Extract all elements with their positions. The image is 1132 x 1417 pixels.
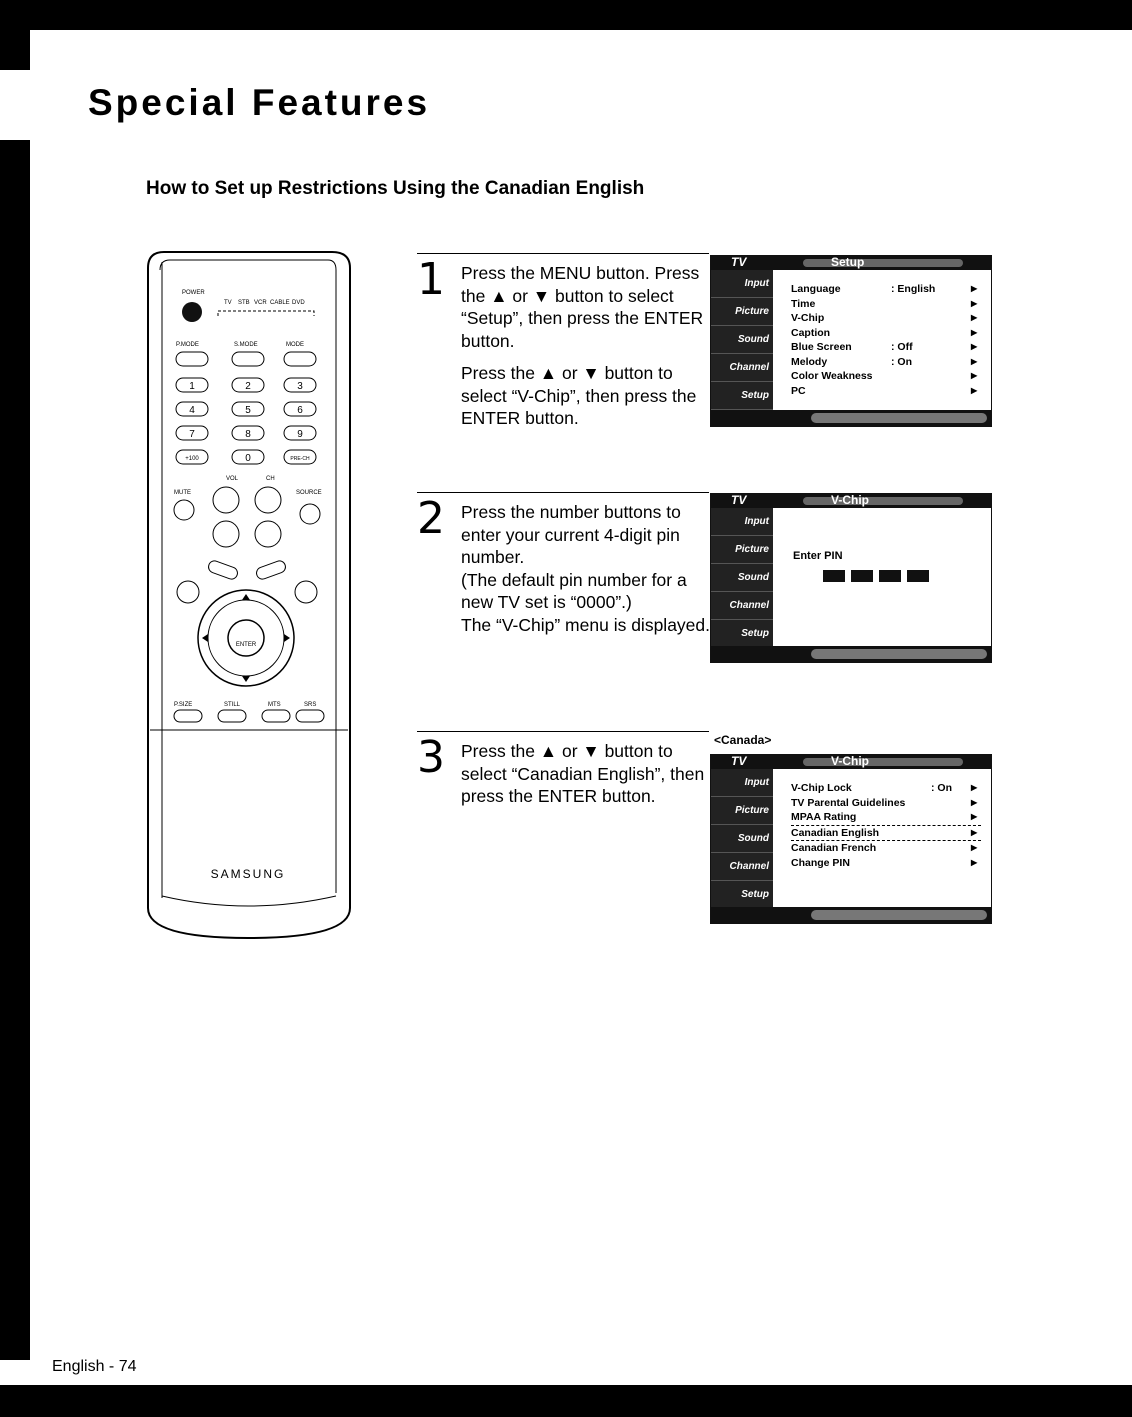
pmode-button[interactable] (176, 352, 208, 366)
step-1-number: 1 (417, 254, 445, 305)
enter-button[interactable] (228, 620, 264, 656)
setup-item-value: : Off (891, 341, 913, 353)
setup-item-time (791, 297, 981, 312)
digit-2-label: 2 (245, 381, 251, 392)
setup-item-label: PC (791, 384, 806, 397)
vchip-menu-screen (710, 754, 992, 924)
arrow-right-icon: ▶ (971, 812, 978, 821)
osd-tab-sound: Sound (711, 825, 773, 853)
setup-item-label: Time (791, 297, 816, 310)
pin-digit-4 (907, 570, 929, 582)
power-button[interactable] (182, 302, 202, 322)
arrow-right-icon: ▶ (971, 797, 978, 807)
channel-up-button[interactable] (255, 487, 281, 513)
pin-digit-3 (879, 570, 901, 582)
mode-label-tv: TV (224, 300, 232, 306)
osd-footer (711, 907, 991, 923)
arrow-right-icon: ▶ (971, 342, 978, 351)
mode-label-dvd: DVD (292, 300, 305, 306)
digit-5-label: 5 (245, 405, 251, 416)
osd-tab-channel: Channel (711, 592, 773, 620)
osd-tab-channel: Channel (711, 354, 773, 382)
digit-9-label: 9 (297, 429, 303, 440)
exit-button[interactable] (295, 581, 317, 603)
setup-item-melody (791, 355, 981, 370)
channel-down-button[interactable] (255, 521, 281, 547)
osd-footer (711, 646, 991, 662)
volume-up-button[interactable] (213, 487, 239, 513)
setup-item-color-weakness (791, 369, 981, 384)
digit-3-label: 3 (297, 381, 303, 392)
vchip-item-value: : On (931, 782, 952, 794)
osd-tv-label: TV (731, 255, 747, 269)
vchip-item-change-pin (791, 856, 981, 871)
enter-label: ENTER (235, 642, 257, 648)
arrow-right-icon: ▶ (971, 385, 978, 395)
osd-sidebar (711, 270, 773, 412)
direction-pad[interactable] (198, 590, 294, 686)
mts-label: MTS (268, 702, 281, 708)
remote-control-illustration (140, 248, 356, 944)
vchip-menu-list (791, 781, 981, 870)
osd-tab-input: Input (711, 270, 773, 298)
vchip-item-tv-parental (791, 796, 981, 811)
osd-tab-input: Input (711, 769, 773, 797)
volume-down-button[interactable] (213, 521, 239, 547)
still-button[interactable] (218, 710, 246, 722)
osd-tab-picture: Picture (711, 298, 773, 326)
osd-tv-label: TV (731, 754, 747, 768)
smode-label: S.MODE (234, 342, 258, 348)
step-2-paragraph-3: The “V-Chip” menu is displayed. (461, 614, 710, 635)
mute-side-button[interactable] (207, 559, 239, 581)
setup-item-label: Color Weakness (791, 370, 873, 382)
step-2 (417, 492, 709, 683)
ch-label: CH (266, 476, 275, 482)
mode-label: MODE (286, 342, 304, 348)
setup-menu-title: Setup (831, 255, 865, 269)
vchip-item-label: V-Chip Lock (791, 782, 852, 794)
srs-button[interactable] (296, 710, 324, 722)
arrow-right-icon: ▶ (971, 356, 978, 366)
vchip-item-label: Change PIN (791, 856, 850, 869)
osd-sidebar (711, 769, 773, 911)
digit-0-label: 0 (245, 453, 251, 464)
enter-pin-screen (710, 493, 992, 663)
arrow-right-icon: ▶ (971, 843, 978, 852)
osd-tab-input: Input (711, 508, 773, 536)
mode-button[interactable] (284, 352, 316, 366)
vchip-item-label: TV Parental Guidelines (791, 796, 906, 809)
canada-label: <Canada> (714, 733, 772, 747)
osd-header (711, 755, 991, 769)
arrow-right-icon: ▶ (971, 298, 978, 308)
plus-100-label: +100 (185, 456, 199, 462)
osd-tab-channel: Channel (711, 853, 773, 881)
setup-item-pc (791, 384, 981, 399)
step-2-paragraph-1: Press the number buttons to enter your current 4-digit pin number. (461, 502, 681, 567)
step-3 (417, 731, 709, 852)
setup-item-value: : On (891, 355, 912, 368)
step-1-paragraph-2: Press the ▲ or ▼ button to select “V-Chip”, then press the ENTER button. (461, 363, 697, 428)
setup-item-label: Language (791, 283, 841, 295)
setup-item-language (791, 282, 981, 297)
source-button[interactable] (300, 504, 320, 524)
osd-tab-setup: Setup (711, 382, 773, 410)
osd-sidebar (711, 508, 773, 650)
digit-7-label: 7 (189, 429, 195, 440)
setup-item-label: Melody (791, 355, 828, 368)
still-label: STILL (224, 702, 241, 708)
vchip-item-canadian-english (791, 826, 981, 842)
osd-tab-picture: Picture (711, 536, 773, 564)
osd-footer (711, 410, 991, 426)
step-3-number: 3 (417, 732, 445, 783)
section-subtitle: How to Set up Restrictions Using the Canadian English (146, 178, 645, 199)
arrow-right-icon: ▶ (971, 827, 978, 837)
setup-menu-list (791, 282, 981, 398)
vchip-item-label: Canadian French (791, 842, 877, 854)
digit-8-label: 8 (245, 429, 251, 440)
arrow-right-icon: ▶ (971, 284, 978, 293)
bottom-border (0, 1385, 1132, 1417)
digit-6-label: 6 (297, 405, 303, 416)
mode-label-vcr: VCR (254, 300, 267, 306)
mts-button[interactable] (262, 710, 290, 722)
psize-label: P.SIZE (174, 702, 193, 708)
vchip-menu-title: V-Chip (831, 754, 869, 768)
vol-label: VOL (226, 476, 239, 482)
setup-item-value: : English (891, 283, 936, 295)
setup-item-caption (791, 326, 981, 341)
step-1-text (461, 262, 711, 440)
info-side-button[interactable] (255, 559, 287, 581)
osd-tab-sound: Sound (711, 326, 773, 354)
arrow-right-icon: ▶ (971, 371, 978, 380)
osd-tab-setup: Setup (711, 620, 773, 648)
menu-button[interactable] (177, 581, 199, 603)
osd-tab-sound: Sound (711, 564, 773, 592)
pmode-label: P.MODE (176, 342, 199, 348)
arrow-right-icon: ▶ (971, 783, 978, 792)
pin-digit-2 (851, 570, 873, 582)
top-border (0, 0, 1132, 30)
step-3-paragraph-1: Press the ▲ or ▼ button to select “Canadian English”, then press the ENTER button. (461, 741, 705, 806)
step-2-paragraph-2: (The default pin number for a new TV set is “0000”.) (461, 569, 687, 612)
arrow-right-icon: ▶ (971, 327, 978, 337)
arrow-right-icon: ▶ (971, 857, 978, 867)
vchip-item-mpaa (791, 810, 981, 826)
page-footer: English - 74 (52, 1358, 137, 1375)
enter-pin-label: Enter PIN (793, 550, 843, 562)
osd-header (711, 256, 991, 270)
prech-label: PRE-CH (290, 456, 310, 462)
mute-button[interactable] (174, 500, 194, 520)
setup-item-blue-screen (791, 340, 981, 355)
samsung-logo: SAMSUNG (210, 867, 286, 881)
power-label: POWER (182, 290, 205, 296)
setup-menu-screen (710, 255, 992, 427)
setup-item-vchip (791, 311, 981, 326)
osd-tab-setup: Setup (711, 881, 773, 909)
vchip-item-label: Canadian English (791, 826, 880, 839)
step-2-number: 2 (417, 493, 445, 544)
smode-button[interactable] (232, 352, 264, 366)
vchip-menu-title: V-Chip (831, 493, 869, 507)
mode-label-cable: CABLE (270, 300, 290, 306)
step-1 (417, 253, 709, 454)
srs-label: SRS (304, 702, 317, 708)
osd-tab-picture: Picture (711, 797, 773, 825)
vchip-item-canadian-french (791, 841, 981, 856)
mode-label-stb: STB (238, 300, 250, 306)
setup-item-label: Caption (791, 326, 831, 339)
psize-button[interactable] (174, 710, 202, 722)
source-label: SOURCE (296, 490, 322, 496)
mute-label: MUTE (174, 490, 191, 496)
pin-digit-1 (823, 570, 845, 582)
step-1-paragraph-1: Press the MENU button. Press the ▲ or ▼ button to select “Setup”, then press the ENTER button. (461, 263, 704, 351)
setup-item-label: V-Chip (791, 312, 825, 324)
left-edge-strip (0, 140, 30, 1360)
digit-4-label: 4 (189, 405, 195, 416)
setup-item-label: Blue Screen (791, 341, 852, 353)
vchip-item-label: MPAA Rating (791, 811, 857, 823)
osd-header (711, 494, 991, 508)
step-2-text (461, 501, 711, 636)
page-title: Special Features (88, 82, 431, 123)
step-3-text (461, 740, 711, 818)
left-corner-block (0, 0, 30, 70)
arrow-right-icon: ▶ (971, 313, 978, 322)
osd-tv-label: TV (731, 493, 747, 507)
digit-1-label: 1 (189, 381, 195, 392)
vchip-item-lock (791, 781, 981, 796)
